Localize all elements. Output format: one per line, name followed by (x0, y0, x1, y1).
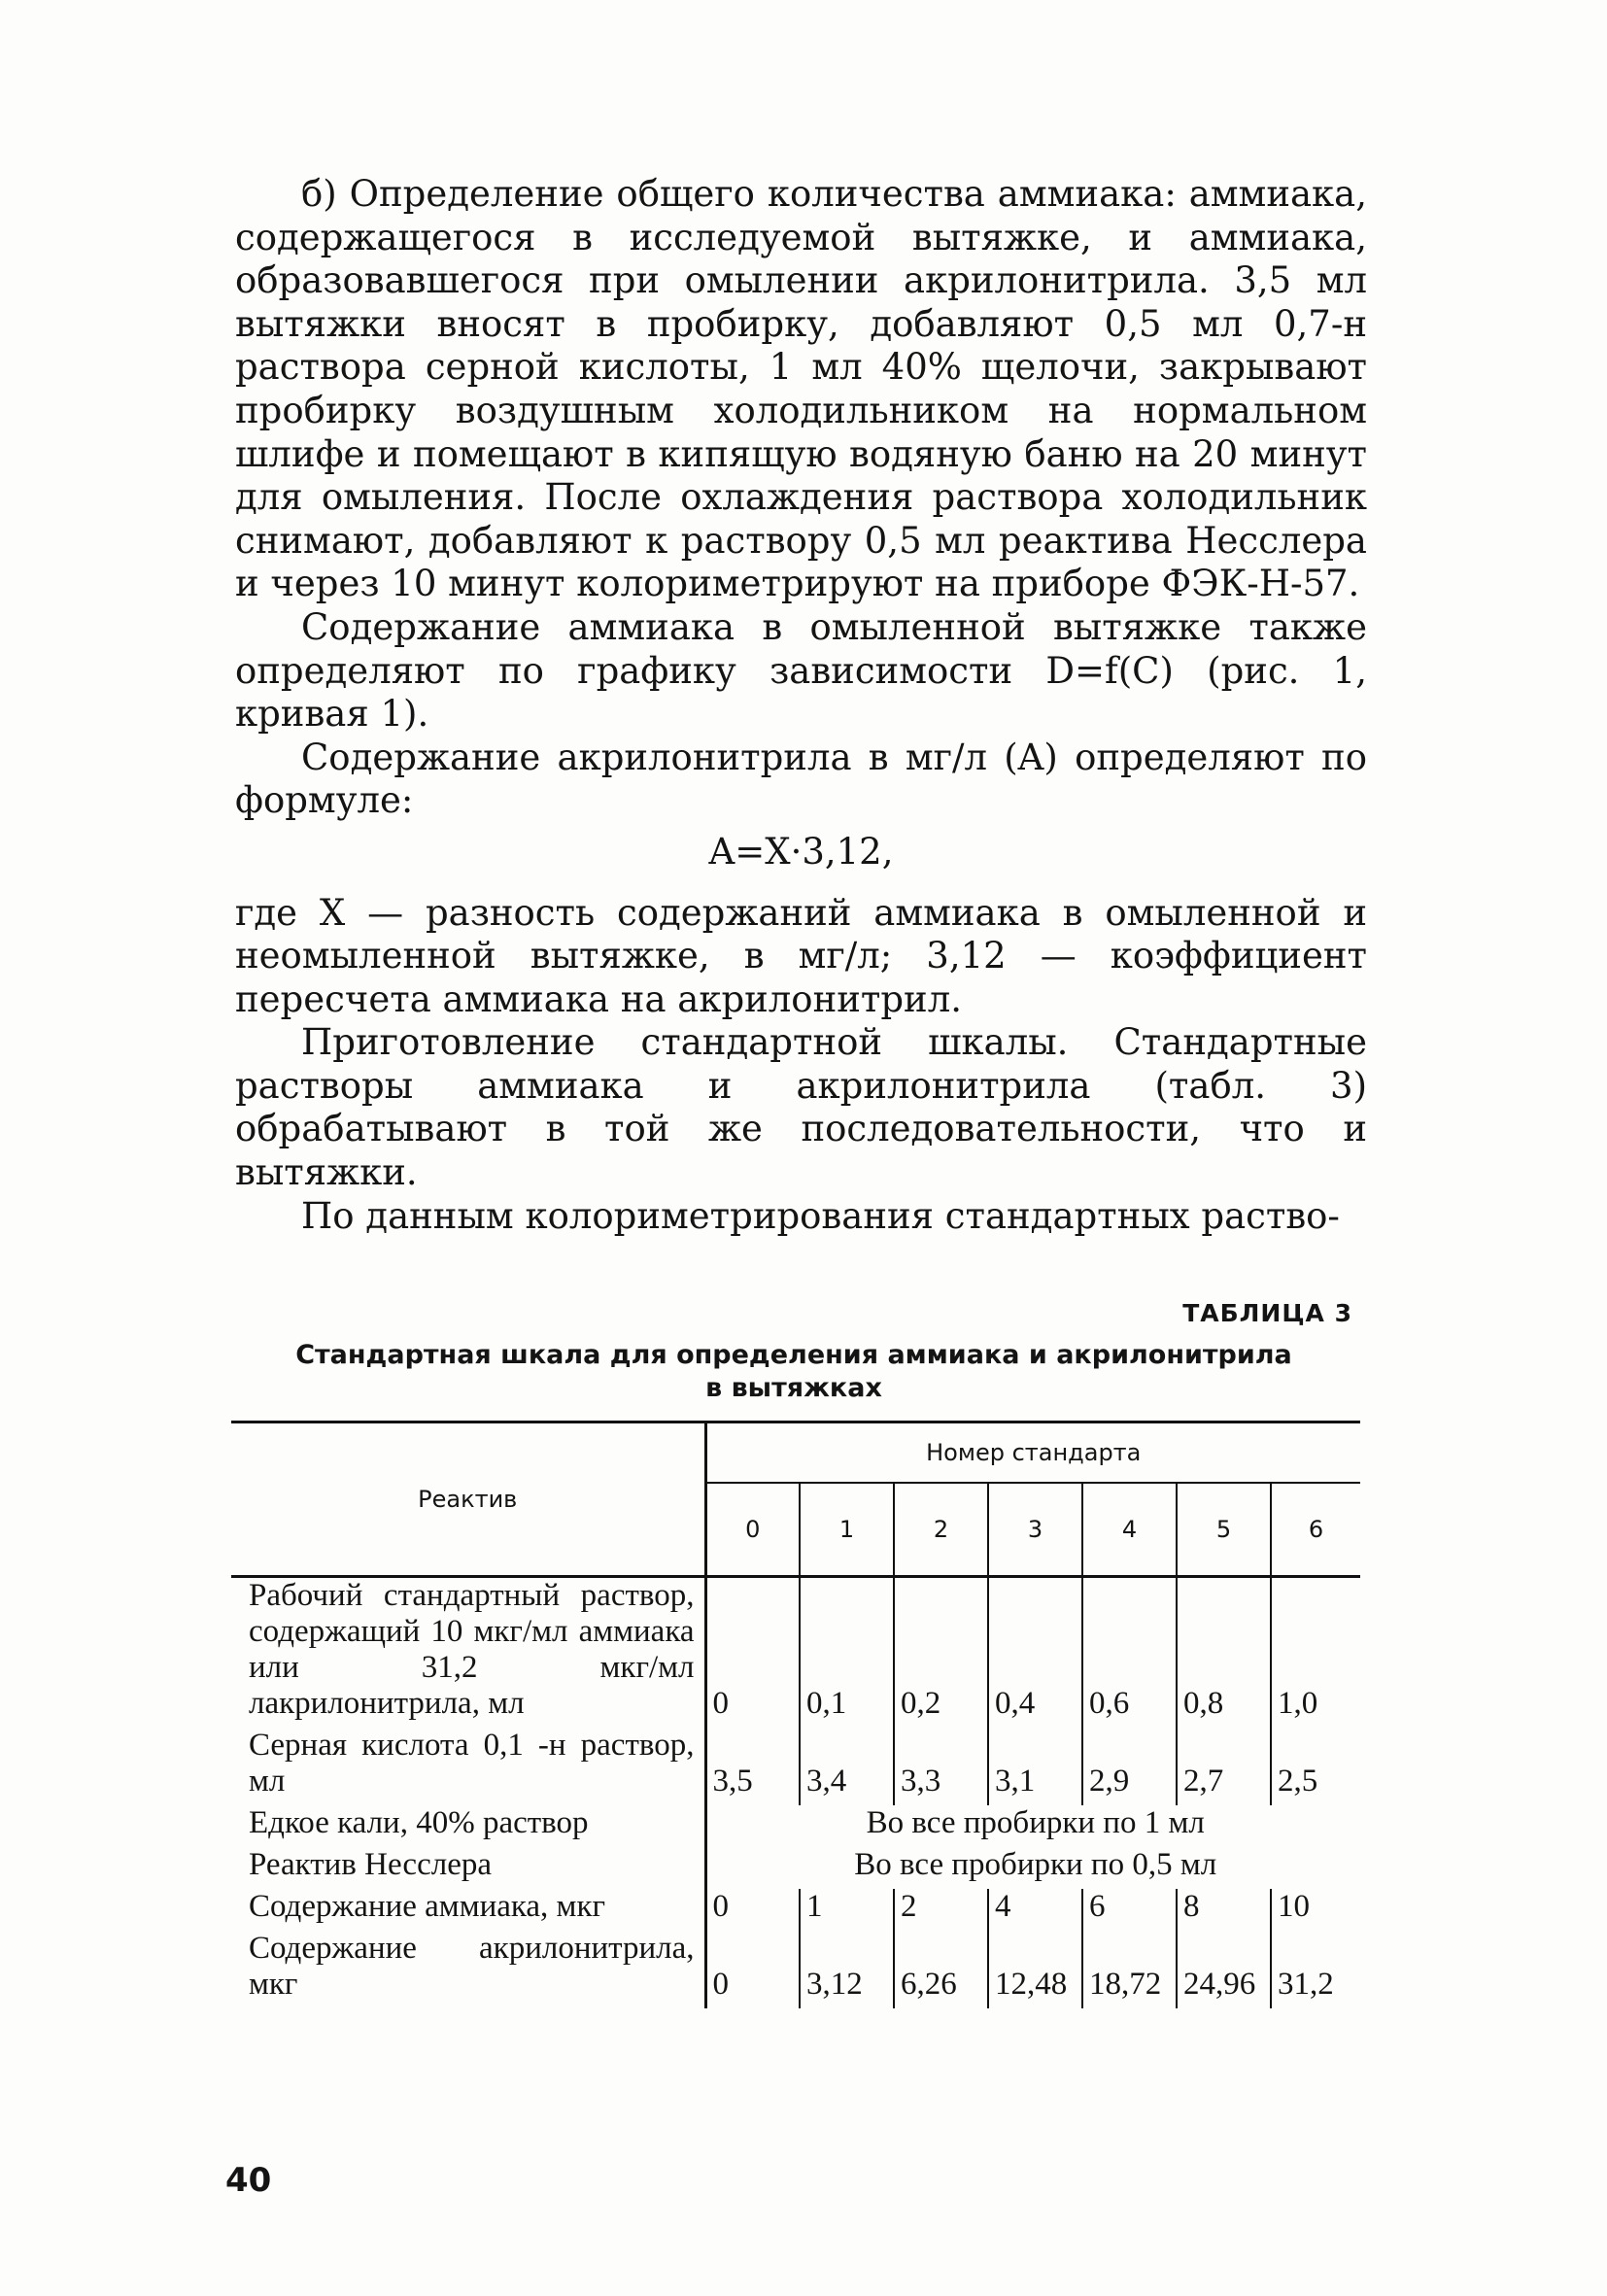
table-cell: 10 (1271, 1889, 1360, 1931)
table-cell: 31,2 (1271, 1931, 1360, 2008)
table-cell: 2 (894, 1889, 988, 1931)
table-cell: 1,0 (1271, 1577, 1360, 1729)
table-cell: 0,1 (800, 1577, 894, 1729)
table-cell: 0 (712, 1967, 729, 2002)
table-cell: 3,12 (800, 1931, 894, 2008)
header-standard-0: 0 (705, 1483, 800, 1577)
table-cell: 3,4 (800, 1728, 894, 1805)
row-label: Реактив Несслера (231, 1847, 705, 1889)
table-cell: 3,5 (712, 1764, 753, 1799)
header-standard-number: Номер стандарта (705, 1422, 1360, 1484)
page-number: 40 (225, 2161, 272, 2200)
table-row (231, 1931, 1360, 2008)
paragraph-formula-intro: Содержание акрилонитрила в мг/л (A) определяют по формуле: (235, 736, 1367, 822)
table-cell: 6 (1082, 1889, 1177, 1931)
table-cell: 1 (800, 1889, 894, 1931)
table-label: ТАБЛИЦА 3 (1182, 1299, 1352, 1327)
row-label: Содержание акрилонитрила, мкг (231, 1931, 705, 2008)
table-cell: 24,96 (1177, 1931, 1271, 2008)
header-standard-6: 6 (1271, 1483, 1360, 1577)
row-label: Серная кислота 0,1 -н раствор, мл (231, 1728, 705, 1805)
table-title-line-1: Стандартная шкала для определения аммиака и акрилонитрила (295, 1340, 1292, 1370)
formula: A=X·3,12, (708, 830, 894, 873)
table-row (231, 1805, 1360, 1847)
table-cell: 0 (712, 1889, 729, 1924)
header-standard-3: 3 (988, 1483, 1082, 1577)
paragraph-graph-reference: Содержание аммиака в омыленной вытяжке также определяют по графику зависимости D=f(C) (рис. 1, кривая 1). (235, 605, 1367, 736)
table-cell: 4 (988, 1889, 1082, 1931)
row-label: Рабочий стандартный раствор, содержащий 10 мкг/мл аммиака или 31,2 мкг/мл лакрилонитрила, мл (231, 1577, 705, 1729)
table-cell-span: Во все пробирки по 0,5 мл (854, 1847, 1217, 1882)
table-cell: 18,72 (1082, 1931, 1177, 2008)
row-label: Едкое кали, 40% раствор (231, 1805, 705, 1847)
table-cell: 0,6 (1082, 1577, 1177, 1729)
table-cell: 0,4 (988, 1577, 1082, 1729)
table-cell: 2,5 (1271, 1728, 1360, 1805)
table-cell: 8 (1177, 1889, 1271, 1931)
table-cell: 0,8 (1177, 1577, 1271, 1729)
table-cell: 3,1 (988, 1728, 1082, 1805)
header-reagent: Реактив (231, 1422, 705, 1577)
header-standard-2: 2 (894, 1483, 988, 1577)
table-cell: 0 (712, 1686, 729, 1721)
table-row (231, 1889, 1360, 1931)
table-cell-span: Во все пробирки по 1 мл (866, 1805, 1205, 1840)
table-cell: 2,9 (1082, 1728, 1177, 1805)
row-label: Содержание аммиака, мкг (231, 1889, 705, 1931)
body-text (235, 173, 1367, 1238)
table-cell: 3,3 (894, 1728, 988, 1805)
header-standard-5: 5 (1177, 1483, 1271, 1577)
paragraph-formula-explanation: где X — разность содержаний аммиака в омыленной и неомыленной вытяжке, в мг/л; 3,12 — коэффициент пересчета аммиака на акрилонитрил. (235, 891, 1367, 1020)
header-standard-1: 1 (800, 1483, 894, 1577)
table-title (235, 1339, 1352, 1405)
table-row (231, 1577, 1360, 1729)
table-cell: 0,2 (894, 1577, 988, 1729)
table-title-line-2: в вытяжках (705, 1373, 882, 1403)
standard-scale-table (231, 1421, 1360, 2008)
header-standard-4: 4 (1082, 1483, 1177, 1577)
paragraph-colorimetry: По данным колориметрирования стандартных раство- (301, 1194, 1340, 1237)
table-cell: 6,26 (894, 1931, 988, 2008)
table-row (231, 1728, 1360, 1805)
paragraph-total-ammonia: б) Определение общего количества аммиака: аммиака, содержащегося в исследуемой вытяжке, и аммиака, образовавшегося при омылении акрилонитрила. 3,5 мл вытяжки вносят в пробирку, добавляют 0,5 мл 0,7-н раствора серной кислоты, 1 мл 40% щелочи, закрывают пробирку воздушным холодильником на нормальном шлифе и помещают в кипящую водяную баню на 20 минут для омыления. После охлаждения раствора холодильник снимают, добавляют к раствору 0,5 мл реактива Несслера и через 10 минут колориметрируют на приборе ФЭК-Н-57. (235, 173, 1367, 605)
table-cell: 12,48 (988, 1931, 1082, 2008)
paragraph-standard-scale: Приготовление стандартной шкалы. Стандартные растворы аммиака и акрилонитрила (табл. 3) обрабатывают в той же последовательности, что и вытяжки. (235, 1021, 1367, 1194)
table-header-row (231, 1422, 1360, 1484)
table-row (231, 1847, 1360, 1889)
table-cell: 2,7 (1177, 1728, 1271, 1805)
